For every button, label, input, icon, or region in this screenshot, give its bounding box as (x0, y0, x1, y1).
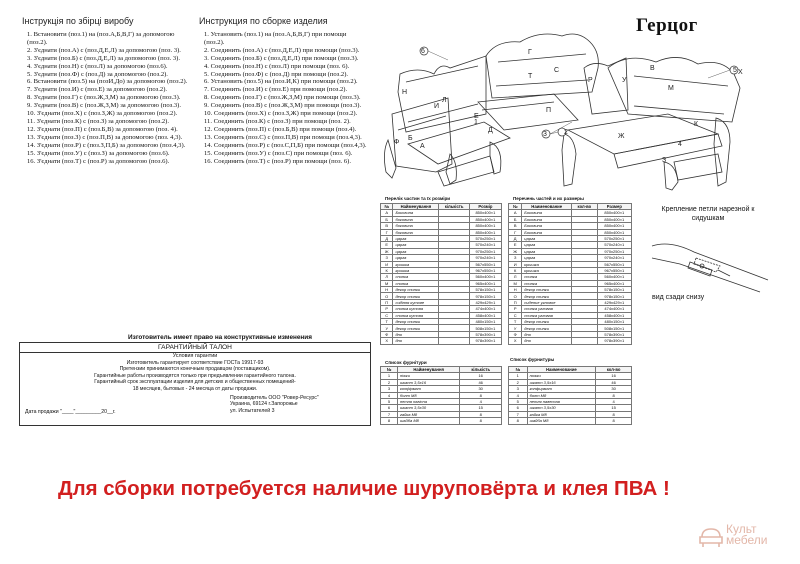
text-line: ул. Испытателей 3 (230, 407, 275, 414)
table-cell: 967х550×1 (469, 267, 501, 273)
diagram-part-label: Х (738, 69, 743, 76)
diagram-part-label: 3 (543, 131, 547, 138)
instruction-step: 10. Соединить (поз.Х) с (поз.З,Ж) при помощи (поз.2). (204, 110, 358, 118)
table-cell: А (509, 210, 522, 216)
table-cell: 965х400×1 (469, 280, 501, 286)
watermark-line-2: мебели (726, 533, 768, 547)
text-line: Украина, 69124 г.Запорожье (230, 401, 298, 408)
table-cell: 6 (509, 405, 528, 411)
fittings-table-ru-title: Список фурнитуры (510, 357, 555, 362)
table-cell: 578х150×1 (597, 287, 631, 293)
table-cell: 570х250×1 (597, 235, 631, 241)
table-cell: 2 (509, 379, 528, 385)
column-header: Наименование (522, 204, 572, 210)
table-cell: царга (393, 248, 439, 254)
table-cell: ножки (527, 373, 596, 379)
table-cell: 978х390×1 (597, 338, 631, 344)
text-line: Изготовитель гарантирует соответствие ГОСТа 19917-93 (126, 360, 264, 366)
table-cell: 8 (596, 411, 632, 417)
diagram-part-label: А (420, 143, 425, 150)
table-cell: спинка кутова (393, 306, 439, 312)
watermark-text (726, 524, 768, 546)
table-cell: 850х400×1 (469, 210, 501, 216)
table-cell: декор спинки (393, 293, 439, 299)
instruction-step: 12. Соединить (поз.П) с (поз.Б,В) при помощи (поз.4). (204, 125, 357, 133)
instruction-step: 7. З'єднати (поз.И) с (поз.Е) за допомогою (поз.2). (27, 86, 168, 94)
table-cell: У (509, 325, 522, 331)
column-header: № (509, 367, 528, 373)
table-cell: 567х550×1 (469, 261, 501, 267)
table-cell: 578х390×1 (597, 331, 631, 337)
table-cell: 46 (596, 379, 632, 385)
table-cell: 3 (381, 386, 398, 392)
table-cell: Боковина (522, 216, 572, 222)
table-row (381, 418, 502, 424)
table-cell: 7 (381, 411, 398, 417)
table-cell: 560х400×1 (469, 274, 501, 280)
instruction-step: 3. Соединить (поз.Б) с (поз.Д,Е,Л) при помощи (поз.3). (204, 54, 359, 62)
diagram-part-label: Т (528, 73, 533, 80)
table-cell: дно (393, 338, 439, 344)
table-cell: царга (393, 242, 439, 248)
table-cell: Н (381, 287, 393, 293)
table-cell: 970х240×1 (469, 255, 501, 261)
table-cell: боковина (393, 223, 439, 229)
table-cell: 850х400×1 (597, 210, 631, 216)
promo-message: Для сборки потребуется наличие шуруповёрта и клея ПВА ! (58, 477, 670, 500)
table-cell: 429х429×1 (597, 299, 631, 305)
table-cell: 578х390×1 (469, 331, 501, 337)
table-cell (439, 338, 470, 344)
column-header: кількість (460, 367, 502, 373)
table-cell: 850х400×1 (469, 223, 501, 229)
table-row (509, 418, 632, 424)
table-cell: спинка кутова (393, 312, 439, 318)
table-cell: 970х240×1 (597, 255, 631, 261)
instruction-step: 4. З'єднати (поз.Н) с (поз.Л) за допомогою (поз.6). (27, 62, 168, 70)
table-cell: царга (522, 235, 572, 241)
instruction-step: 1. Встановити (поз.1) на (поз.А,Б,В,Г) за допомогою (поз.2). (27, 31, 175, 46)
warranty-title: ГАРАНТИЙНЫЙ ТАЛОН (20, 344, 370, 353)
diagram-part-label: Д (488, 127, 493, 134)
table-cell: У (381, 325, 393, 331)
instruction-step: 8. З'єднати (поз.Г) с (поз.Ж,З,М) за допомогою (поз.3). (27, 94, 181, 102)
text-line: Претензии принимаются конечным продавцом (поставщиком). (119, 366, 271, 373)
table-cell: спинка (393, 280, 439, 286)
table-cell: гайка М8 (527, 411, 596, 417)
table-cell: 8 (381, 418, 398, 424)
table-cell: спинка (522, 280, 572, 286)
table-cell: сиденье угловое (522, 299, 572, 305)
instruction-step: 11. З'єднати (поз.К) с (поз.З) за допомогою (поз.2). (27, 117, 170, 125)
hinge-detail-diagram (650, 236, 770, 294)
fittings-table-ua (380, 366, 502, 425)
diagram-part-label: Ф (394, 139, 400, 146)
column-header: № (509, 204, 522, 210)
table-cell: болт М8 (527, 392, 596, 398)
table-cell: А (381, 210, 393, 216)
design-rights-note: Изготовитель имеет право на конструктивные изменения (128, 334, 312, 341)
table-cell: В (509, 223, 522, 229)
diagram-part-label: Ж (618, 133, 625, 140)
diagram-part-label: М (668, 85, 674, 92)
table-cell: спинка угловая (522, 306, 572, 312)
table-cell: спинка (393, 274, 439, 280)
table-cell: 30 (460, 386, 502, 392)
table-cell: 965х400×1 (597, 280, 631, 286)
table-cell: 46 (460, 379, 502, 385)
instruction-step: 5. З'єднати (поз.Ф) с (поз.Д) за допомогою (поз.2). (27, 70, 168, 78)
table-cell: 3 (509, 386, 528, 392)
table-cell: кришка (393, 267, 439, 273)
table-cell: Ф (381, 331, 393, 337)
table-cell: О (381, 293, 393, 299)
ua-instructions-list (27, 31, 192, 165)
table-cell: 850х400×1 (597, 223, 631, 229)
instruction-step: 1. Установить (поз.1) на (поз.А,Б,В,Г) при помощи (поз.2). (204, 31, 347, 46)
table-cell: конфірмат (397, 386, 459, 392)
hinge-note-title: Крепление петли нарезной к сидушкам (661, 206, 755, 222)
instruction-step: 11. Соединить (поз.К) с (поз.З) при помощи (поз. 2). (204, 117, 351, 125)
diagram-part-label: С (554, 67, 560, 74)
table-cell: шкант 3,5х30 (397, 405, 459, 411)
table-cell: петля навісна (397, 398, 459, 404)
column-header: Найменування (397, 367, 459, 373)
table-cell: декор спинки (522, 287, 572, 293)
instruction-step: 2. З'єднати (поз.А) с (поз.Д,Е,Л) за допомогою (поз. 3). (27, 46, 181, 54)
instruction-step: 15. Соединить (поз.У) с (поз.С) при помощи (поз. 6). (204, 149, 353, 157)
table-cell: Л (381, 274, 393, 280)
table-cell: шайба М8 (397, 418, 459, 424)
table-cell: Х (381, 338, 393, 344)
instruction-step: 4. Соединить (поз.Н) с (поз.Л) при помощи (поз. 6). (204, 62, 350, 70)
table-cell: З (381, 255, 393, 261)
diagram-part-label: З (662, 157, 667, 164)
diagram-part-label: У (622, 77, 627, 84)
watermark-sofa-icon (698, 523, 724, 549)
table-cell: И (509, 261, 522, 267)
hinge-note-caption: вид сзади снизу (652, 294, 705, 301)
table-cell: 5 (509, 398, 528, 404)
diagram-part-label: П (546, 107, 552, 114)
diagram-part-label: Л (442, 97, 447, 104)
table-cell: Д (381, 235, 393, 241)
table-cell: М (509, 280, 522, 286)
diagram-part-label: Р (588, 77, 593, 84)
table-cell: царга (393, 255, 439, 261)
table-row (381, 338, 502, 344)
table-cell: шкант 3,5х30 (527, 405, 596, 411)
table-cell: 474х400×1 (469, 306, 501, 312)
table-cell: 458х400×1 (469, 312, 501, 318)
table-cell: 4 (509, 392, 528, 398)
table-cell: 16 (460, 373, 502, 379)
table-cell: 4 (460, 398, 502, 404)
instruction-step: 15. З'єднати (поз.У) с (поз.З) за допомогою (поз.6). (27, 149, 170, 157)
table-cell: крышка (522, 267, 572, 273)
instruction-step: 14. Соединить (поз.Р) с (поз.С,П,Б) при помощи (поз.4,3). (204, 141, 367, 149)
table-cell: 970х250×1 (469, 248, 501, 254)
table-cell: декор спинки (522, 325, 572, 331)
parts-table-ua (380, 203, 502, 345)
table-cell: 16 (596, 373, 632, 379)
table-cell: Ж (381, 248, 393, 254)
instruction-step: 8. Соединить (поз.Г) с (поз.Ж,З,М) при помощи (поз.3). (204, 94, 361, 102)
parts-table-ru (508, 203, 632, 345)
table-cell: 570х250×1 (469, 235, 501, 241)
table-cell: М (381, 280, 393, 286)
column-header: кол-во (596, 367, 632, 373)
table-cell: 978х150×1 (469, 293, 501, 299)
watermark-line-1: Культ (726, 522, 757, 536)
instruction-step: 2. Соединить (поз.А) с (поз.Д,Е,Л) при помощи (поз.3). (204, 46, 360, 54)
table-cell: боковина (393, 229, 439, 235)
table-cell: З (509, 255, 522, 261)
text-line: Гарантийные работы производятся только при предъявлении гарантийного талона. (94, 372, 296, 379)
table-row (509, 338, 632, 344)
table-cell: 850х400×1 (469, 216, 501, 222)
table-cell: 567х550×1 (597, 261, 631, 267)
table-cell: дно (393, 331, 439, 337)
instruction-step: 6. Установить (поз.5) на (поз.И,К) при помощи (поз.2). (204, 78, 358, 86)
table-cell: Х (509, 338, 522, 344)
table-cell: 5 (381, 398, 398, 404)
table-cell: 8 (596, 418, 632, 424)
brand-title: Герцог (636, 15, 698, 36)
diagram-part-label: Н (402, 89, 408, 96)
table-cell: К (509, 267, 522, 273)
diagram-part-label: Г (528, 49, 532, 56)
table-cell: Боковина (522, 229, 572, 235)
table-cell: шайба М8 (527, 418, 596, 424)
table-cell: 4 (596, 398, 632, 404)
sale-date-field: Дата продажи "____"_________20__г. (25, 409, 116, 415)
table-cell: В (381, 223, 393, 229)
table-cell: ніжки (397, 373, 459, 379)
instruction-step: 13. Соединить (поз.С) с (поз.П,В) при помощи (поз.4,3). (204, 133, 362, 141)
table-cell: шкант 3,5х16 (527, 379, 596, 385)
table-cell: Б (509, 216, 522, 222)
table-cell: декор спинки (393, 287, 439, 293)
diagram-part-label: 1 (474, 119, 478, 126)
instruction-step: 7. Соединить (поз.И) с (поз.Е) при помощи (поз.2). (204, 86, 348, 94)
table-cell: 8 (460, 411, 502, 417)
table-cell: Ж (509, 248, 522, 254)
table-cell: декор спинки (393, 319, 439, 325)
table-cell: Т (509, 319, 522, 325)
table-cell: Б (381, 216, 393, 222)
table-cell: спинка (522, 274, 572, 280)
table-cell: 508х150×1 (597, 325, 631, 331)
table-cell: 560х400×1 (597, 274, 631, 280)
table-cell: 4 (381, 392, 398, 398)
ru-instructions-title: Инструкция по сборке изделия (199, 16, 328, 26)
table-cell: 970х250×1 (597, 248, 631, 254)
parts-table-ru-title: Перечень частей и их размеры (513, 196, 584, 201)
table-cell: 8 (460, 418, 502, 424)
instruction-step: 9. Соединить (поз.В) с (поз.Ж,З,М) при помощи (поз.3). (204, 102, 362, 110)
table-cell: 850х400×1 (469, 229, 501, 235)
table-cell: царга (522, 242, 572, 248)
table-cell: шкант 3,5х16 (397, 379, 459, 385)
table-cell: 578х150×1 (469, 287, 501, 293)
instruction-step: 3. З'єднати (поз.Б) с (поз.Д,Е,Л) за допомогою (поз. 3). (27, 54, 180, 62)
table-cell: 15 (596, 405, 632, 411)
diagram-part-label: К (694, 121, 699, 128)
table-cell: 850х400×1 (597, 229, 631, 235)
diagram-part-label: И (434, 103, 440, 110)
table-cell: 570х240×1 (597, 242, 631, 248)
table-cell: 978х150×1 (597, 293, 631, 299)
diagram-part-label: Е (474, 113, 479, 120)
table-cell: декор спинки (522, 319, 572, 325)
diagram-part-label: 5 (733, 67, 737, 74)
table-cell: О (509, 293, 522, 299)
table-cell: П (509, 299, 522, 305)
table-cell: спинка угловая (522, 312, 572, 318)
table-cell: 508х150×1 (469, 325, 501, 331)
table-cell: 6 (381, 405, 398, 411)
instruction-step: 14. З'єднати (поз.Р) с (поз.З,П,Б) за допомогою (поз.4,3). (27, 141, 186, 149)
table-cell: 429х429×1 (469, 299, 501, 305)
diagram-part-label: 6 (421, 48, 425, 55)
table-cell: декор спинки (522, 293, 572, 299)
table-cell: болт М8 (397, 392, 459, 398)
instruction-step: 5. Соединить (поз.Ф) с (поз.Д) при помощи (поз.2). (204, 70, 349, 78)
table-cell: боковина (393, 216, 439, 222)
manufacturer-info (230, 395, 319, 414)
column-header: Размер (597, 204, 631, 210)
table-cell: декор спинки (393, 325, 439, 331)
table-cell: Ф (509, 331, 522, 337)
warranty-conditions-heading: Условия гарантии (172, 353, 218, 359)
table-cell: 480х150×1 (597, 319, 631, 325)
parts-table-ua-title: Перелік частин та їх розміри (385, 196, 451, 201)
table-cell: И (381, 261, 393, 267)
table-cell: 2 (381, 379, 398, 385)
table-cell: Е (381, 242, 393, 248)
fittings-table-ru (508, 366, 632, 425)
warranty-card (19, 342, 371, 426)
table-cell: сидіння кутове (393, 299, 439, 305)
assembly-diagram (378, 22, 750, 194)
table-cell: 30 (596, 386, 632, 392)
table-cell: 8 (596, 392, 632, 398)
table-cell: 8 (509, 418, 528, 424)
diagram-part-label: Б (408, 135, 413, 142)
table-cell: 850х400×1 (597, 216, 631, 222)
ru-instructions-list (204, 31, 367, 165)
table-cell: Г (381, 229, 393, 235)
table-cell: 1 (381, 373, 398, 379)
column-header: кол-во (572, 204, 598, 210)
table-cell: Д (509, 235, 522, 241)
instruction-step: 16. Соединить (поз.Т) с (поз.Р) при помощи (поз. 6). (204, 157, 351, 165)
table-cell: 474х400×1 (597, 306, 631, 312)
table-cell: Е (509, 242, 522, 248)
table-cell: дно (522, 338, 572, 344)
instruction-step: 10. З'єднати (поз.Х) с (поз.З,Ж) за допомогою (поз.2). (27, 110, 178, 118)
table-cell: Боковина (522, 210, 572, 216)
table-cell: 978х390×1 (469, 338, 501, 344)
table-cell: петля навесная (527, 398, 596, 404)
instruction-step: 12. З'єднати (поз.П) с (поз.Б,В) за допомогою (поз. 4). (27, 125, 178, 133)
text-line: 18 месяцев, бытовых - 24 месяца от даты продажи. (132, 385, 258, 392)
table-cell: конфирмат (527, 386, 596, 392)
table-cell: крышка (522, 261, 572, 267)
table-cell: 8 (460, 392, 502, 398)
column-header: Розмір (469, 204, 501, 210)
diagram-part-label: 4 (678, 141, 682, 148)
table-cell: кришка (393, 261, 439, 267)
table-cell: дно (522, 331, 572, 337)
column-header: Найменування (393, 204, 439, 210)
instruction-step: 16. З'єднати (поз.Т) с (поз.Р) за допомогою (поз.6). (27, 157, 170, 165)
table-cell (572, 338, 598, 344)
table-cell: 480х150×1 (469, 319, 501, 325)
table-cell: Т (381, 319, 393, 325)
fittings-table-ua-title: Список фурнітури (385, 360, 427, 365)
table-cell: К (381, 267, 393, 273)
instruction-step: 13. З'єднати (поз.З) с (поз.П,В) за допомогою (поз. 4,3). (27, 133, 183, 141)
table-cell: 570х240×1 (469, 242, 501, 248)
instruction-step: 6. Встановити (поз.5) на (позИ,До) за допомогою (поз.2). (27, 78, 188, 86)
table-cell: Г (509, 229, 522, 235)
table-cell: 458х400×1 (597, 312, 631, 318)
table-cell: царга (393, 235, 439, 241)
column-header: № (381, 367, 398, 373)
table-cell: гайка М8 (397, 411, 459, 417)
table-cell: 1 (509, 373, 528, 379)
table-cell: Р (509, 306, 522, 312)
table-cell: П (381, 299, 393, 305)
column-header: кількість (439, 204, 470, 210)
diagram-part-label: 2 (564, 129, 568, 136)
table-cell: Боковина (393, 210, 439, 216)
table-cell: 967х550×1 (597, 267, 631, 273)
table-cell: 7 (509, 411, 528, 417)
table-cell: царга (522, 255, 572, 261)
warranty-body (40, 360, 350, 392)
table-cell: Р (381, 306, 393, 312)
text-line: Производитель ООО "Ровер-Ресурс" (230, 395, 319, 401)
table-cell: С (381, 312, 393, 318)
column-header: № (381, 204, 393, 210)
diagram-part-label: В (650, 65, 655, 72)
ua-instructions-title: Інструкція по збірці виробу (22, 16, 134, 26)
table-cell: царга (522, 248, 572, 254)
table-cell: Л (509, 274, 522, 280)
text-line: Гарантийный срок эксплуатации изделия для детских и общественных помещений- (94, 379, 296, 386)
table-cell: Боковина (522, 223, 572, 229)
instruction-step: 9. З'єднати (поз.В) с (поз.Ж,З,М) за допомогою (поз.3). (27, 102, 182, 110)
table-cell: 15 (460, 405, 502, 411)
table-cell: С (509, 312, 522, 318)
table-cell: Н (509, 287, 522, 293)
column-header: Наименование (527, 367, 596, 373)
